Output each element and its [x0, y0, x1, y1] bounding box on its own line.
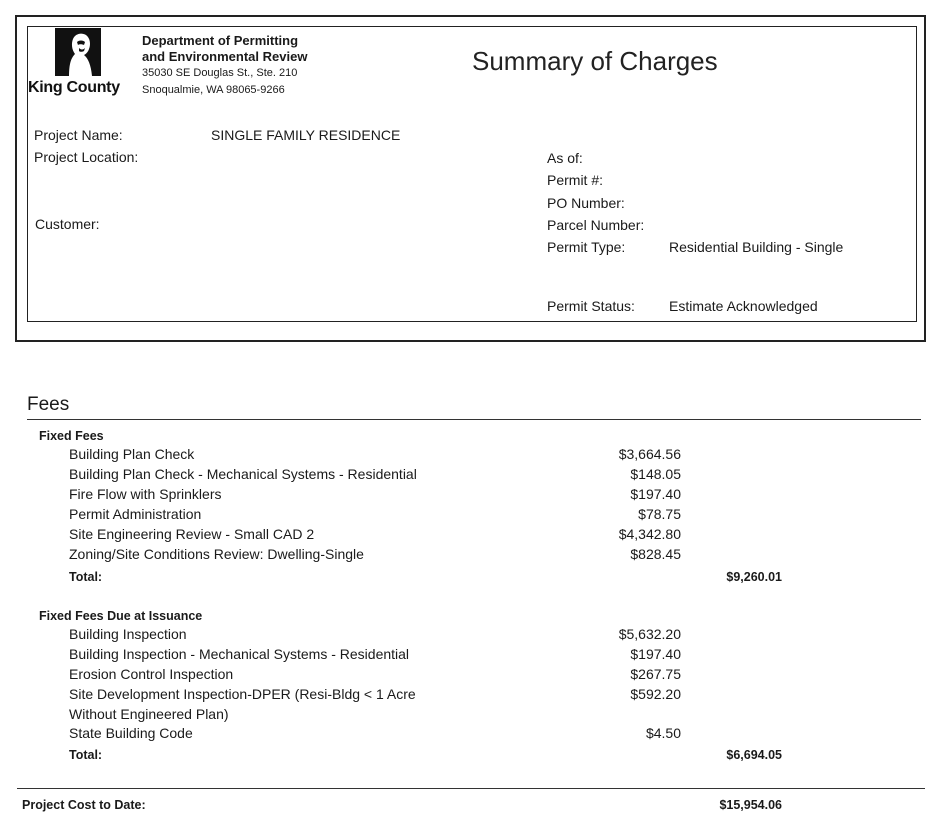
fee-item-amount: $197.40: [630, 486, 681, 502]
fixed-fees-heading: Fixed Fees: [39, 429, 104, 443]
fees-heading: Fees: [27, 394, 70, 415]
king-county-logo-icon: [55, 28, 101, 76]
fee-item-name-continued: Without Engineered Plan): [69, 706, 229, 722]
fee-item-name: Building Inspection - Mechanical Systems - Residential: [69, 646, 410, 662]
permit-status-value: Estimate Acknowledged: [669, 298, 818, 314]
fee-item-amount: $5,632.20: [618, 626, 681, 642]
issuance-fees-total: $6,694.05: [726, 748, 782, 762]
permit-status-label: Permit Status:: [547, 298, 635, 314]
as-of-label: As of:: [547, 150, 583, 166]
customer-label: Customer:: [35, 216, 100, 232]
permit-number-label: Permit #:: [547, 172, 604, 188]
fixed-fees-total: $9,260.01: [726, 570, 782, 584]
project-cost-divider: [17, 788, 925, 789]
fee-item-name: Site Development Inspection-DPER (Resi-Bldg < 1 Acre: [69, 686, 416, 702]
fee-item-amount: $78.75: [638, 506, 681, 522]
project-name-label: Project Name:: [34, 127, 123, 143]
permit-type-value: Residential Building - Single: [669, 239, 844, 255]
address-line-1: 35030 SE Douglas St., Ste. 210: [142, 67, 298, 79]
dept-line-2: and Environmental Review: [142, 49, 308, 64]
fee-item-amount: $197.40: [630, 646, 681, 662]
fee-item-amount: $267.75: [630, 666, 681, 682]
fee-item-name: Building Plan Check - Mechanical Systems - Residential: [69, 466, 417, 482]
project-cost-value: $15,954.06: [719, 798, 782, 812]
fee-item-amount: $4,342.80: [618, 526, 681, 542]
issuance-fees-total-label: Total:: [69, 748, 103, 762]
parcel-number-label: Parcel Number:: [547, 217, 645, 233]
fee-item-amount: $148.05: [630, 466, 681, 482]
fee-item-amount: $592.20: [630, 686, 681, 702]
fee-item-amount: $3,664.56: [618, 446, 681, 462]
fixed-fees-total-label: Total:: [69, 570, 103, 584]
fee-item-name: Permit Administration: [69, 506, 202, 522]
department-name: [142, 33, 307, 65]
fee-item-amount: $4.50: [645, 725, 681, 741]
permit-type-label: Permit Type:: [547, 239, 626, 255]
fee-item-amount: $828.45: [630, 546, 681, 562]
fee-item-name: Site Engineering Review - Small CAD 2: [69, 526, 315, 542]
project-name-value: SINGLE FAMILY RESIDENCE: [211, 127, 401, 143]
fee-item-name: Erosion Control Inspection: [69, 666, 234, 682]
issuance-fees-heading: Fixed Fees Due at Issuance: [39, 609, 203, 623]
dept-line-1: Department of Permitting: [142, 33, 299, 48]
page-title: Summary of Charges: [472, 46, 718, 76]
project-location-label: Project Location:: [34, 149, 139, 165]
fee-item-name: State Building Code: [69, 725, 193, 741]
fee-item-name: Building Inspection: [69, 626, 187, 642]
fee-item-name: Zoning/Site Conditions Review: Dwelling-Single: [69, 546, 364, 562]
logo-text: King County: [28, 79, 120, 96]
fees-divider: [27, 419, 921, 420]
project-cost-label: Project Cost to Date:: [22, 798, 146, 812]
po-number-label: PO Number:: [547, 195, 625, 211]
address-line-2: Snoqualmie, WA 98065-9266: [142, 84, 285, 96]
fee-item-name: Building Plan Check: [69, 446, 195, 462]
fee-item-name: Fire Flow with Sprinklers: [69, 486, 222, 502]
